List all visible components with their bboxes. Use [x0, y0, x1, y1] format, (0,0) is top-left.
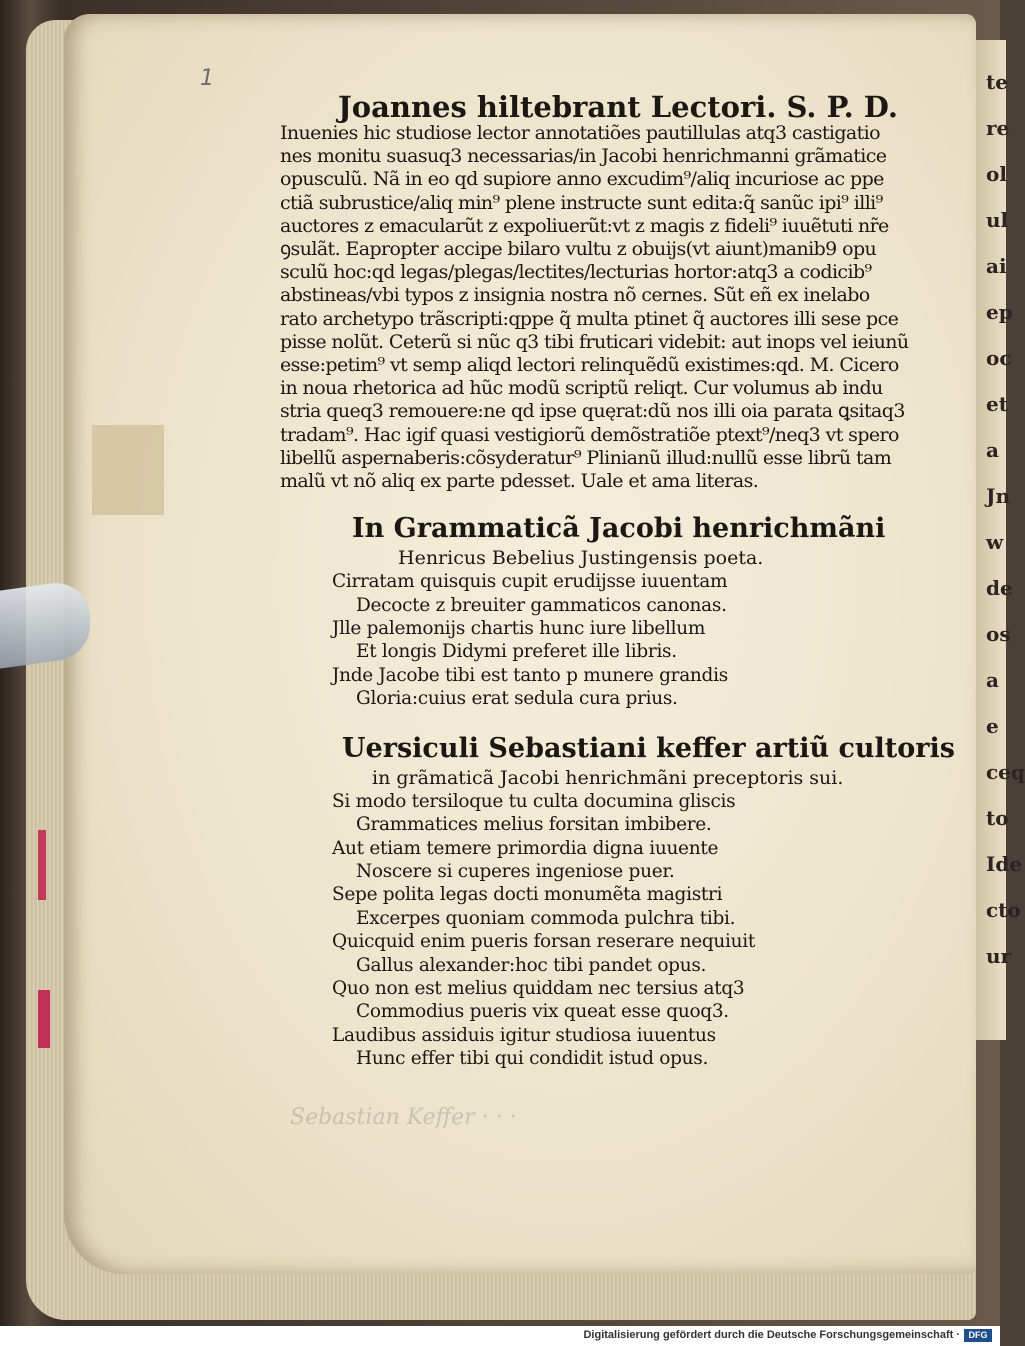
preface-text [280, 122, 940, 493]
verse-line: Et longis Didymi preferet ille libris. [356, 641, 677, 663]
preface-line: opusculũ. Nã in eo qd supiore anno excudim⁹/aliq incuriose ac ppe [280, 168, 884, 191]
verse-line: Si modo tersiloque tu culta documina gliscis [332, 790, 736, 812]
verse-line: Gloria:cuius erat sedula cura prius. [356, 688, 678, 710]
next-page-fragment: Jn [986, 484, 1011, 508]
next-page-fragment: a [986, 438, 999, 462]
next-page-fragment: ep [986, 300, 1013, 324]
next-page-fragment: os [986, 622, 1011, 646]
next-page-fragment: ceq [986, 760, 1025, 784]
next-page-fragment: oc [986, 346, 1012, 370]
preface-line: pisse nolũt. Ceterũ si nũc q3 tibi fruticari videbit: aut inops vel ieiunũ [280, 330, 909, 353]
next-page-fragment: Ide [986, 852, 1023, 876]
preface-line: abstineas/vbi typos z insignia nostra nõ cernes. Sũt eñ ex inelabo [280, 284, 870, 307]
verse-line: Sepe polita legas docti monumẽta magistri [332, 884, 723, 906]
paper-stain [92, 425, 164, 515]
verse-line: Gallus alexander:hoc tibi pandet opus. [356, 954, 707, 976]
preface-line: esse:petim⁹ vt semp aliqd lectori relinquẽdũ existimes:qd. M. Cicero [280, 354, 899, 377]
poem1-author: Henricus Bebelius Justingensis poeta. [398, 547, 764, 570]
preface-line: nes monitu suasuq3 necessarias/in Jacobi henrichmanni grãmatice [280, 145, 887, 168]
next-page-fragment: cto [986, 898, 1021, 922]
preface-line: rato archetypo trãscripti:qppe q̃ multa ptinet q̃ auctores illi sese pce [280, 307, 899, 330]
preface-title: Joannes hiltebrant Lectori. S. P. D. [338, 90, 899, 124]
margin-note: 1 [200, 66, 214, 91]
preface-line: ctiã subrustice/aliq min⁹ plene instructe sunt edita:q̃ sanũc ipi⁹ illi⁹ [280, 191, 883, 214]
next-page-fragment: ai [986, 254, 1007, 278]
footer-bar [0, 1326, 1000, 1346]
bookmark-tab [38, 830, 46, 900]
verse-line: Excerpes quoniam commoda pulchra tibi. [356, 907, 736, 929]
preface-line: stria queq3 remouere:ne qd ipse quęrat:dũ nos illi oia parata ꝗsitaq3 [280, 400, 905, 423]
preface-line: auctores z emacularũt z expoliuerũt:vt z magis z fideli⁹ iuuẽtuti nr̃e [280, 214, 889, 237]
poem1-lines [280, 570, 940, 710]
verse-line: Jlle palemonijs chartis hunc iure libellum [332, 618, 706, 640]
poem1-heading: In Grammaticã Jacobi henrichmãni [352, 513, 886, 545]
next-page-fragment: re [986, 116, 1010, 140]
faded-handwriting: Sebastian Keffer · · · [290, 1105, 517, 1130]
preface-line: ꝯsulãt. Eapropter accipe bilaro vultu z obuijs(vt aiunt)manib9 opu [280, 238, 877, 261]
next-page-fragment: te [986, 70, 1008, 94]
next-page-fragment: a [986, 668, 999, 692]
verse-line: Noscere si cuperes ingeniose puer. [356, 860, 675, 882]
verse-line: Hunc effer tibi qui condidit istud opus. [356, 1048, 709, 1070]
next-page-fragment: to [986, 806, 1009, 830]
bookmark-tab [38, 990, 50, 1048]
next-page-fragment: ol [986, 162, 1007, 186]
verse-line: Decocte z breuiter gammaticos canonas. [356, 594, 727, 616]
verse-line: Commodius pueris vix queat esse quoq3. [356, 1001, 729, 1023]
verse-line: Grammatices melius forsitan imbibere. [356, 814, 712, 836]
next-page-fragment: ul [986, 208, 1009, 232]
preface-line: Inuenies hic studiose lector annotatiões pautillulas atq3 castigatio [280, 122, 880, 144]
preface-line: in noua rhetorica ad hũc modũ scriptũ reliqt. Cur volumus ab indu [280, 377, 883, 400]
text-block [280, 90, 955, 1071]
verse-line: Cirratam quisquis cupit erudijsse iuuentam [332, 571, 728, 593]
poem2-heading: Uersiculi Sebastiani keffer artiũ cultoris [342, 732, 955, 764]
verse-line: Quicquid enim pueris forsan reserare nequiuit [332, 931, 756, 953]
next-page-fragment: de [986, 576, 1013, 600]
dfg-logo: DFG [964, 1329, 992, 1342]
poem2-lines [280, 790, 940, 1071]
verse-line: Aut etiam temere primordia digna iuuente [332, 837, 719, 859]
next-page-fragment: w [986, 530, 1004, 554]
next-page-fragment: e [986, 714, 999, 738]
verse-line: Laudibus assiduis igitur studiosa iuuentus [332, 1024, 716, 1046]
funding-credit: Digitalisierung gefördert durch die Deutsche Forschungsgemeinschaft · [583, 1329, 960, 1341]
preface-line: tradam⁹. Hac igif quasi vestigiorũ demõstratiõe ptext⁹/neq3 vt spero [280, 423, 899, 446]
verse-line: Quo non est melius quiddam nec tersius atq3 [332, 977, 745, 999]
preface-line: libellũ aspernaberis:cõsyderatur⁹ Plinianũ illud:nullũ esse librũ tam [280, 446, 892, 469]
verse-line: Jnde Jacobe tibi est tanto p munere grandis [332, 664, 728, 686]
preface-line: sculũ hoc:qd legas/plegas/lectites/lecturias hortor:atq3 a codicib⁹ [280, 261, 872, 284]
next-page-fragment: et [986, 392, 1008, 416]
preface-line: malũ vt nõ aliq ex parte pdesset. Uale et ama literas. [280, 470, 759, 493]
poem2-subheading: in grãmaticã Jacobi henrichmãni preceptoris sui. [372, 766, 844, 789]
next-page-fragment: ur [986, 944, 1012, 968]
